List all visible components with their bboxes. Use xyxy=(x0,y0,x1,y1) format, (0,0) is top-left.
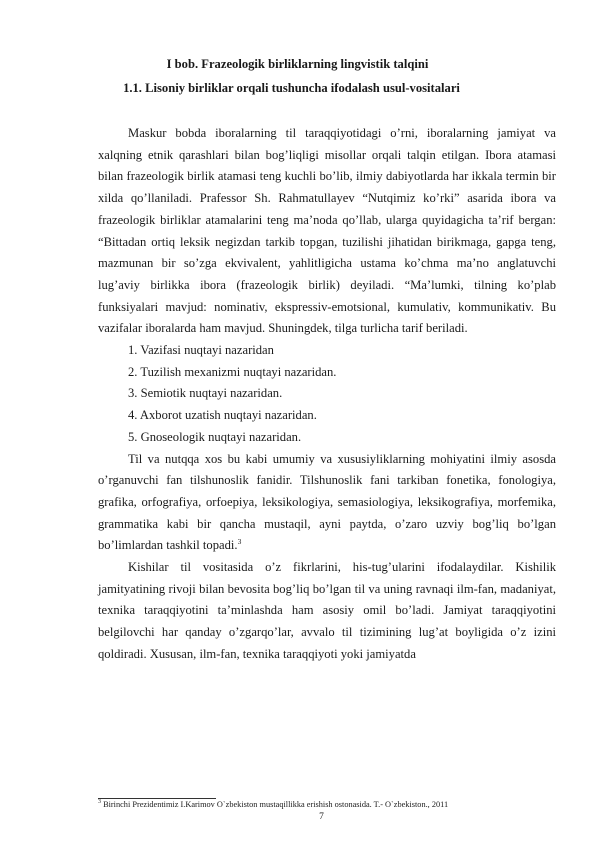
footnote-marker: 3 xyxy=(98,799,101,806)
paragraph-linguistics xyxy=(98,449,556,558)
footnote-reference[interactable]: 3 xyxy=(237,537,242,547)
footnote xyxy=(98,799,558,810)
paragraph-intro: Maskur bobda iboralarning til taraqqiyotidagi o’rni, iboralarning jamiyat va xalqning etnik qarashlari bilan bog’liqligi misollar orqali talqin etilgan. Ibora atamasi bilan frazeologik birlik atamasi teng kuchli bo’lib, ilmiy dabiyotlarda har ikkala termin bir xilda qo’llaniladi. Prafessor Sh. Rahmatullayev “Nutqimiz ko’rki” asarida ibora va frazeologik birliklar atamalarini teng ma’noda qo’llab, ularga quyidagicha ta’rif bergan: “Bittadan ortiq leksik negizdan tarkib topgan, tuzilishi jihatidan birikmaga, gapga teng, mazmunan bir so’zga ekvivalent, yahlitligicha ustama ko’chma ma’no anglatuvchi lug’aviy birlikka ibora (frazeologik birlik) deyiladi. “Ma’lumki, tilning ko’plab funksiyalari mavjud: nominativ, ekspressiv-emotsional, kumulativ, kommunikativ. Bu vazifalar iboralarda ham mavjud. Shuningdek, tilga turlicha tarif beriladi. xyxy=(98,126,556,336)
list-item-3: 3. Semiotik nuqtayi nazaridan. xyxy=(128,386,283,401)
list-item-4: 4. Axborot uzatish nuqtayi nazaridan. xyxy=(128,408,317,423)
list-item-2: 2. Tuzilish mexanizmi nuqtayi nazaridan. xyxy=(128,364,337,379)
list-item-5: 5. Gnoseologik nuqtayi nazaridan. xyxy=(128,429,302,444)
chapter-title: I bob. Frazeologik birliklarning lingvistik talqini xyxy=(166,57,429,71)
footnote-text: Birinchi Prezidentimiz I.Karimov O`zbekiston mustaqillikka erishish ostonasida. T.- O`zbekiston., 2011 xyxy=(101,800,449,809)
section-title: 1.1. Lisoniy birliklar orqali tushuncha ifodalash usul-vositalari xyxy=(123,81,460,95)
paragraph-linguistics-text: Til va nutqqa xos bu kabi umumiy va xususiyliklarning mohiyatini ilmiy asosda o’rganuvchi fan tilshunoslik fanidir. Tilshunoslik fani tarkiban fonetika, fonologiya, grafika, orfografiya, orfoepiya, leksikologiya, semasiologiya, leksikografiya, morfemika, grammatika kabi bir qancha mustaqil, ayni paytda, o’zaro uzviy bog’liq bo’lgan bo’limlardan tashkil topadi. xyxy=(98,451,556,553)
body-text xyxy=(98,123,556,666)
paragraph-society: Kishilar til vositasida o’z fikrlarini, his-tug’ularini ifodalaydilar. Kishilik jamityatining rivoji bilan bevosita bog’liq bo’lgan til va uning ravnaqi ilm-fan, madaniyat, texnika taraqqiyotini ta’minlashda ham asosiy omil bo’ladi. Jamiyat taraqqiyotini belgilovchi har qanday o’zgarqo’lar, avvalo til tizimining lug’at boyligida o’z izini qoldiradi. Xususan, ilm-fan, texnika taraqqiyoti yoki jamiyatda xyxy=(98,560,556,661)
page-number: 7 xyxy=(319,812,324,822)
list-item-1: 1. Vazifasi nuqtayi nazaridan xyxy=(128,343,274,358)
